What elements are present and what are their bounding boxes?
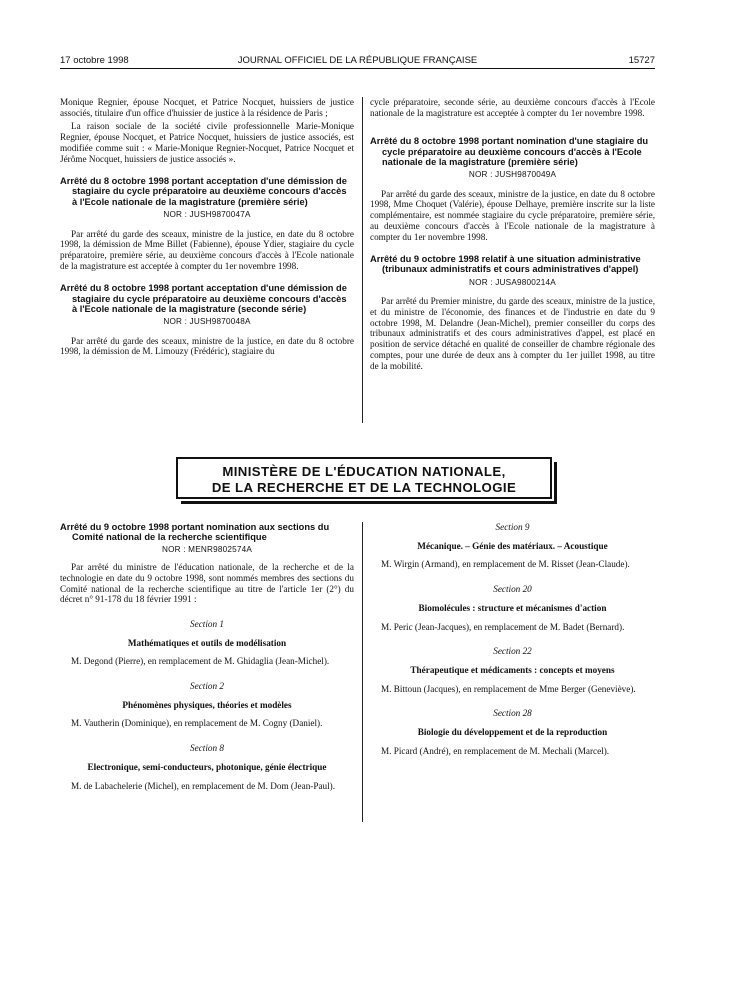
column-top-right (370, 97, 655, 374)
appointment: M. Peric (Jean-Jacques), en remplacement de M. Badet (Bernard). (381, 621, 625, 632)
section-heading: Section 2 (190, 681, 224, 692)
section-heading: Section 20 (493, 584, 532, 595)
appointment: M. de Labachelerie (Michel), en remplacement de M. Dom (Jean-Paul). (71, 780, 336, 791)
section-subject: Biologie du développement et de la reproduction (417, 727, 608, 738)
paragraph: Par arrêté du Premier ministre, du garde des sceaux, ministre de la justice, et du ministre de l'économie, des finances et de l'industrie en date du 9 octobre 1998, M. Delandre (Jean-Michel), premier conseiller du corps des tribunaux administratifs et des cours administratives d'appel, est placé en position de service détaché en qualité de conseiller de chambre régionale des comptes, pour une durée de deux ans à compter du 1er juillet 1998, au titre de la mobilité. (370, 296, 655, 371)
section-subject: Thérapeutique et médicaments : concepts et moyens (410, 664, 615, 675)
appointment: M. Vautherin (Dominique), en remplacement de M. Cogny (Daniel). (71, 718, 323, 729)
decree-title: Arrêté du 9 octobre 1998 portant nomination aux sections du Comité national de la recherche scientifique (60, 522, 330, 543)
nor-reference: NOR : JUSA9800214A (469, 277, 556, 287)
section-heading: Section 28 (493, 708, 532, 719)
appointment: M. Bittoun (Jacques), en remplacement de Mme Berger (Geneviève). (381, 683, 636, 694)
decree-title: Arrêté du 9 octobre 1998 relatif à une situation administrative (tribunaux administratifs et cours administratives d'appel) (370, 254, 641, 275)
paragraph: Par arrêté du garde des sceaux, ministre de la justice, en date du 8 octobre 1998, la démission de M. Limouzy (Frédéric), stagiaire du (60, 335, 354, 357)
section-heading: Section 9 (495, 522, 530, 532)
column-divider (362, 522, 363, 822)
header-rule (60, 68, 655, 69)
header-date: 17 octobre 1998 (60, 55, 129, 66)
ministry-line-1: MINISTÈRE DE L'ÉDUCATION NATIONALE, (222, 464, 506, 479)
section-heading: Section 8 (190, 743, 224, 754)
header-journal-title: JOURNAL OFFICIEL DE LA RÉPUBLIQUE FRANÇAISE (237, 55, 478, 66)
section-subject: Phénomènes physiques, théories et modèles (122, 699, 292, 710)
nor-reference: NOR : JUSH9870049A (468, 170, 557, 180)
nor-reference: NOR : JUSH9870047A (163, 209, 251, 219)
appointment: M. Picard (André), en remplacement de M. Mechali (Marcel). (381, 745, 610, 756)
column-top-left (60, 97, 354, 360)
paragraph: Monique Regnier, épouse Nocquet, et Patrice Nocquet, huissiers de justice associés, titulaire d'un office d'huissier de justice à la résidence de Paris ; (60, 97, 354, 118)
header-page-number: 15727 (628, 55, 655, 66)
page-header (60, 55, 655, 69)
decree-title: Arrêté du 8 octobre 1998 portant acceptation d'une démission de stagiaire du cycle préparatoire au deuxième concours d'accès à l'Ecole nationale de la magistrature (première série) (60, 176, 347, 207)
section-heading: Section 1 (190, 618, 224, 629)
paragraph: cycle préparatoire, seconde série, au deuxième concours d'accès à l'Ecole nationale de la magistrature est acceptée à compter du 1er novembre 1998. (370, 97, 655, 118)
paragraph: Par arrêté du garde des sceaux, ministre de la justice, en date du 8 octobre 1998, Mme Choquet (Valérie), épouse Delhaye, première inscrite sur la liste complémentaire, est nommée stagiaire du cycle préparatoire, première série, au deuxième concours d'accès à l'Ecole nationale de la magistrature à compter du 1er novembre 1998. (370, 188, 655, 242)
nor-reference: NOR : JUSH9870048A (163, 316, 251, 326)
column-bottom-right (370, 522, 655, 759)
paragraph: Par arrêté du ministre de l'éducation nationale, de la recherche et de la technologie en date du 9 octobre 1998, sont nommés membres des sections du Comité national de la recherche scientifique au titre de l'article 1er (2°) du décret n° 91-178 du 18 février 1991 : (60, 562, 354, 605)
section-subject: Mécanique. – Génie des matériaux. – Acoustique (417, 540, 608, 551)
decree-title: Arrêté du 8 octobre 1998 portant nomination d'une stagiaire du cycle préparatoire au deuxième concours d'accès à l'Ecole nationale de la magistrature (première série) (370, 136, 649, 167)
paragraph: La raison sociale de la société civile professionnelle Marie-Monique Regnier, épouse Nocquet, et Patrice Nocquet, huissiers de justice associés, est modifiée comme suit : « Marie-Monique Regnier-Nocquet, Patrice Nocquet et Jérôme Nocquet, huissiers de justice associés ». (60, 121, 354, 164)
appointment: M. Degond (Pierre), en remplacement de M. Ghidaglia (Jean-Michel). (71, 656, 330, 667)
appointment: M. Wirgin (Armand), en remplacement de M. Risset (Jean-Claude). (381, 559, 630, 570)
section-subject: Electronique, semi-conducteurs, photonique, génie électrique (87, 761, 327, 772)
section-subject: Mathématiques et outils de modélisation (127, 637, 287, 648)
column-divider (362, 97, 363, 423)
decree-title: Arrêté du 8 octobre 1998 portant acceptation d'une démission de stagiaire du cycle préparatoire au deuxième concours d'accès à l'Ecole nationale de la magistrature (seconde série) (60, 283, 347, 314)
ministry-line-2: DE LA RECHERCHE ET DE LA TECHNOLOGIE (211, 480, 517, 495)
column-bottom-left (60, 522, 354, 794)
section-heading: Section 22 (493, 646, 532, 657)
section-subject: Biomolécules : structure et mécanismes d'action (418, 602, 607, 613)
nor-reference: NOR : MENR9802574A (161, 545, 253, 555)
paragraph: Par arrêté du garde des sceaux, ministre de la justice, en date du 8 octobre 1998, la démission de Mme Billet (Fabienne), épouse Ydier, stagiaire du cycle préparatoire, première série, au deuxième concours d'accès à l'Ecole nationale de la magistrature est acceptée à compter du 1er novembre 1998. (60, 228, 354, 271)
ministry-heading-box (176, 457, 552, 499)
